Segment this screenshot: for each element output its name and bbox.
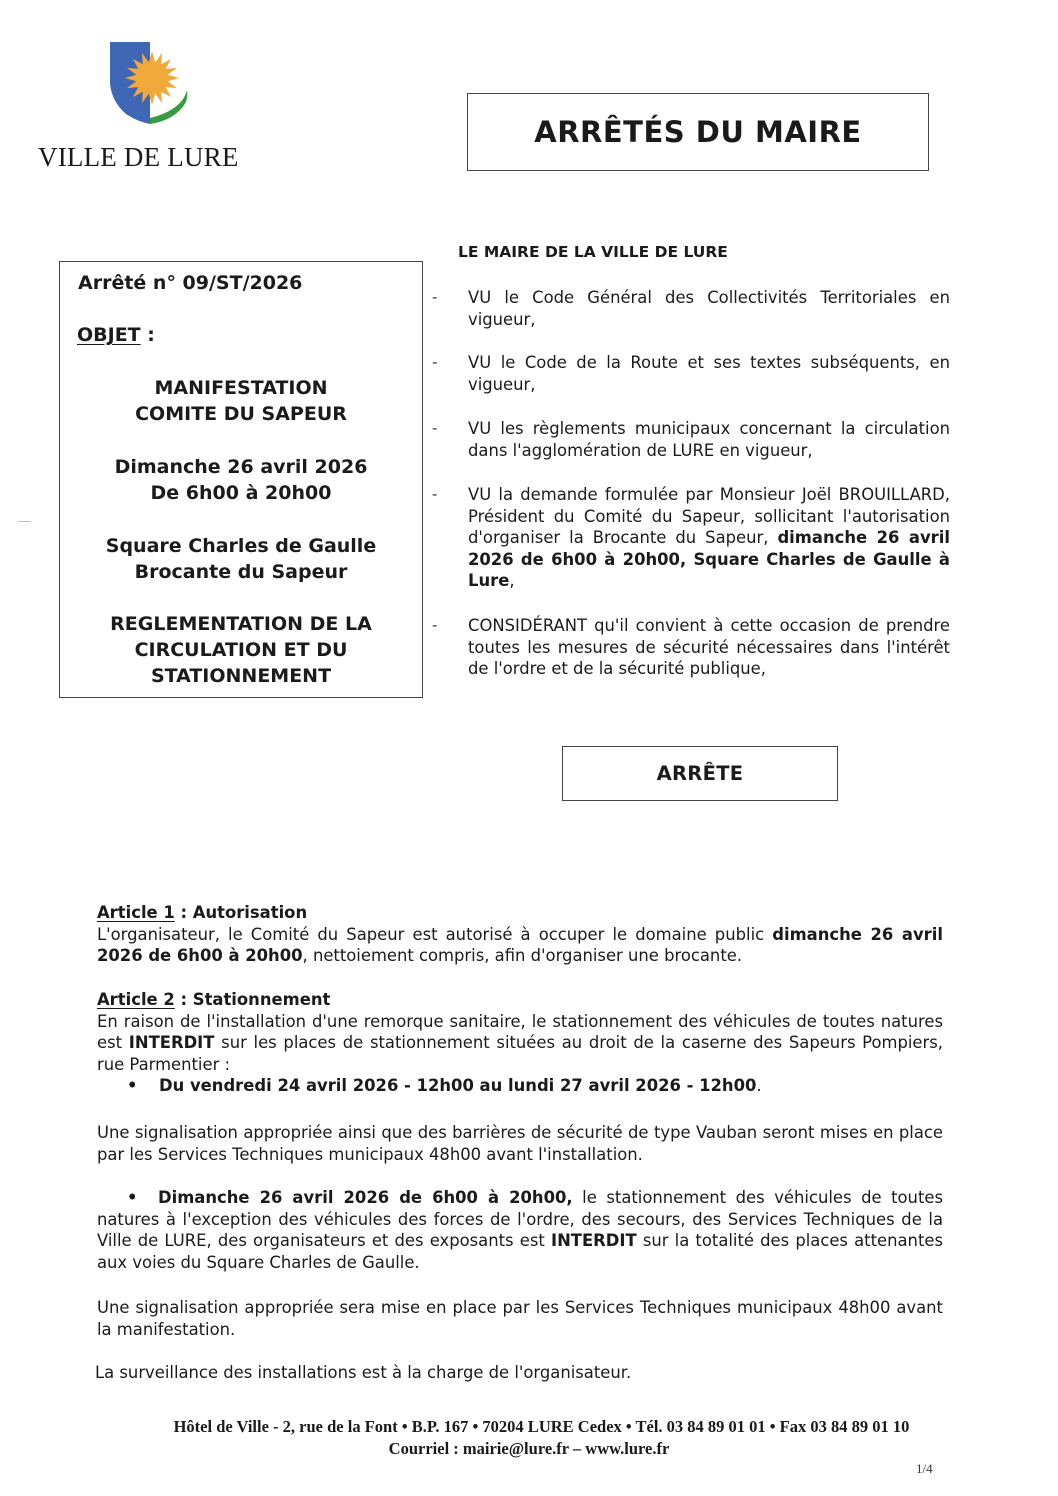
bullet-period-end: . bbox=[756, 1076, 762, 1095]
article-1 bbox=[97, 902, 943, 967]
preamble-item bbox=[432, 484, 950, 592]
object-line: De 6h00 à 20h00 bbox=[150, 482, 332, 504]
bullet-period: Du vendredi 24 avril 2026 - 12h00 au lundi 27 avril 2026 - 12h00 bbox=[159, 1076, 757, 1095]
article-date: dimanche 26 avril 2026 de 6h00 à 20h00 bbox=[97, 924, 943, 965]
arrete-box bbox=[562, 746, 838, 801]
coat-of-arms-icon bbox=[108, 40, 192, 132]
bullet-date: Dimanche 26 avril 2026 de 6h00 à 20h00, bbox=[158, 1188, 573, 1207]
page-number: 1/4 bbox=[916, 1461, 933, 1476]
object-line: Brocante du Sapeur bbox=[134, 561, 348, 583]
preamble-text: VU les règlements municipaux concernant la circulation dans l'agglomération de LURE en vigueur, bbox=[468, 419, 950, 460]
object-line: MANIFESTATION bbox=[154, 377, 328, 399]
object-subject bbox=[60, 611, 422, 689]
article-text: le stationnement des véhicules de toutes natures à l'exception des véhicules des forces de l'ordre, des secours, des Services Techniques de la Ville de LURE, des organisateurs et des exposants est bbox=[97, 1188, 943, 1250]
article-heading: Autorisation bbox=[192, 903, 308, 922]
preamble-text-part: VU la demande formulée par Monsieur Joël BROUILLARD, Président du Comité du Sapeur, sollicitant l'autorisation d'organiser la Brocante du Sapeur, bbox=[468, 485, 950, 547]
bullet-item bbox=[97, 1075, 943, 1097]
article-text: Une signalisation appropriée ainsi que des barrières de sécurité de type Vauban seront mises en place par les Services Techniques municipaux 48h00 avant l'installation. bbox=[97, 1123, 943, 1164]
object-box bbox=[59, 261, 423, 698]
article-separator: : bbox=[174, 903, 193, 922]
object-line: REGLEMENTATION DE LA bbox=[110, 613, 372, 635]
arrete-number: Arrêté n° 09/ST/2026 bbox=[78, 272, 303, 294]
dash-bullet: - bbox=[432, 419, 438, 437]
article-text: sur les places de stationnement situées au droit de la caserne des Sapeurs Pompiers, rue Parmentier : bbox=[97, 1033, 944, 1074]
preamble-heading: LE MAIRE DE LA VILLE DE LURE bbox=[458, 243, 728, 261]
object-line: Square Charles de Gaulle bbox=[105, 535, 377, 557]
logo-emblem bbox=[108, 40, 192, 132]
interdit-label: INTERDIT bbox=[550, 1231, 637, 1250]
objet-separator: : bbox=[140, 324, 155, 346]
object-line: COMITE DU SAPEUR bbox=[135, 403, 347, 425]
sunday-restriction-paragraph bbox=[97, 1187, 943, 1273]
preamble-item bbox=[432, 287, 950, 330]
article-text: La surveillance des installations est à la charge de l'organisateur. bbox=[95, 1363, 632, 1382]
article-heading: Stationnement bbox=[192, 990, 331, 1009]
object-date bbox=[60, 454, 422, 506]
objet-label bbox=[77, 324, 155, 346]
preamble-item bbox=[432, 615, 950, 680]
footer-address: Hôtel de Ville - 2, rue de la Font • B.P. 167 • 70204 LURE Cedex • Tél. 03 84 89 01 01 • Fax 03 84 89 01 10 bbox=[173, 1417, 910, 1436]
object-event bbox=[60, 375, 422, 427]
title-box bbox=[467, 93, 929, 171]
article-2 bbox=[97, 989, 943, 1097]
dash-bullet: - bbox=[432, 353, 438, 371]
article-label: Article 1 bbox=[97, 903, 175, 922]
preamble-text: CONSIDÉRANT qu'il convient à cette occasion de prendre toutes les mesures de sécurité nécessaires dans l'intérêt de l'ordre et de la sécurité publique, bbox=[468, 616, 950, 678]
preamble-item bbox=[432, 418, 950, 461]
footer bbox=[0, 1416, 1058, 1460]
object-line: Dimanche 26 avril 2026 bbox=[114, 456, 368, 478]
preamble-date-location: dimanche 26 avril 2026 de 6h00 à 20h00, Square Charles de Gaulle à Lure bbox=[468, 528, 950, 590]
interdit-label: INTERDIT bbox=[128, 1033, 215, 1052]
page-title: ARRÊTÉS DU MAIRE bbox=[534, 115, 862, 149]
dash-bullet: - bbox=[432, 485, 438, 503]
signalisation-paragraph bbox=[97, 1297, 943, 1340]
signalisation-paragraph bbox=[97, 1122, 943, 1165]
object-location bbox=[60, 533, 422, 585]
object-line: STATIONNEMENT bbox=[150, 665, 332, 687]
article-text: Une signalisation appropriée sera mise en place par les Services Techniques municipaux 48h00 avant la manifestation. bbox=[97, 1298, 943, 1339]
surveillance-paragraph bbox=[95, 1362, 941, 1384]
article-text: L'organisateur, le Comité du Sapeur est autorisé à occuper le domaine public bbox=[97, 924, 773, 944]
preamble-item bbox=[432, 352, 950, 395]
article-text: En raison de l'installation d'une remorque sanitaire, le stationnement des véhicules de toutes natures est bbox=[97, 1011, 943, 1052]
object-line: CIRCULATION ET DU bbox=[134, 639, 348, 661]
article-text: , nettoiement compris, afin d'organiser une brocante. bbox=[302, 946, 743, 965]
article-label: Article 2 bbox=[97, 990, 175, 1009]
arrete-label: ARRÊTE bbox=[656, 762, 744, 785]
footer-contact: Courriel : mairie@lure.fr – www.lure.fr bbox=[388, 1439, 670, 1458]
article-body bbox=[97, 924, 943, 967]
article-body bbox=[97, 1187, 943, 1273]
preamble-text: VU le Code Général des Collectivités Territoriales en vigueur, bbox=[468, 288, 950, 329]
article-body bbox=[97, 1011, 943, 1076]
dash-bullet: - bbox=[432, 288, 438, 306]
dash-bullet: - bbox=[432, 616, 438, 634]
bullet-dot: • bbox=[127, 1076, 138, 1095]
logo-text: VILLE DE LURE bbox=[38, 142, 239, 172]
objet-label-text: OBJET bbox=[77, 324, 141, 346]
article-title bbox=[97, 902, 943, 924]
preamble-text: VU le Code de la Route et ses textes subséquents, en vigueur, bbox=[468, 353, 950, 394]
preamble-text bbox=[468, 484, 950, 592]
bullet-dot: • bbox=[127, 1188, 138, 1207]
article-separator: : bbox=[174, 990, 193, 1009]
scan-margin-mark bbox=[18, 521, 31, 522]
article-title bbox=[97, 989, 943, 1011]
preamble-text-part: , bbox=[509, 571, 515, 590]
article-text: sur la totalité des places attenantes aux voies du Square Charles de Gaulle. bbox=[97, 1231, 943, 1272]
